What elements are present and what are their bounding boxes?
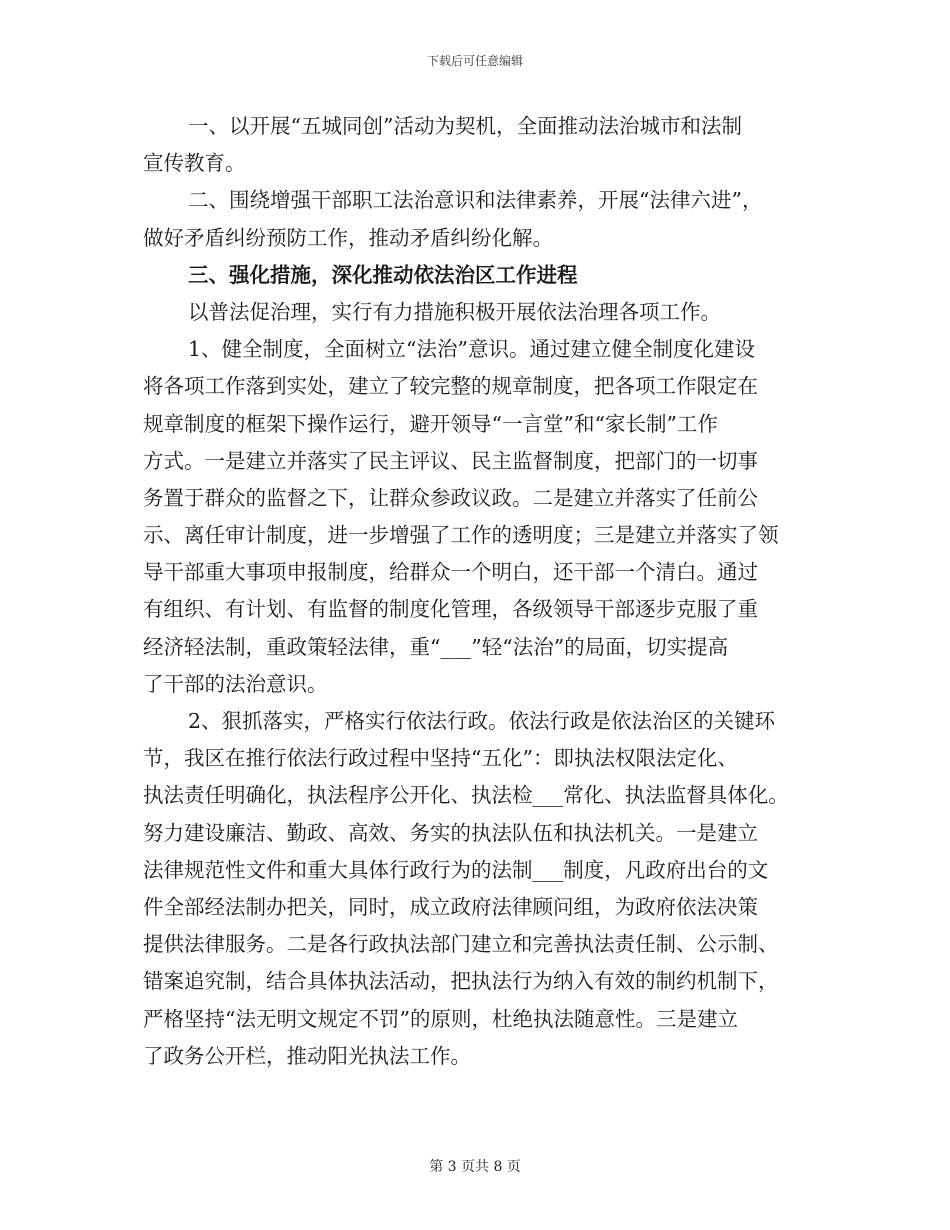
text-line: 规章制度的框架下操作运行，避开领导“一言堂”和“家长制”工作 [143,411,718,436]
text-line: 二、围绕增强干部职工法治意识和法律素养，开展“法律六进”， [188,188,763,213]
text-line: 法律规范性文件和重大具体行政行为的法制___制度，凡政府出台的文 [143,857,769,882]
text-line: 经济轻法制，重政策轻法律，重“___”轻“法治”的局面，切实提高 [143,634,729,659]
text-line: 宣传教育。 [143,151,246,176]
text-line: 示、离任审计制度，进一步增强了工作的透明度；三是建立并落实了领 [143,523,779,548]
text-line: 一、以开展“五城同创”活动为契机，全面推动法治城市和法制 [188,114,742,138]
text-line: 严格坚持“法无明文规定不罚”的原则，杜绝执法随意性。三是建立 [143,1006,738,1031]
text-line: 件全部经法制办把关，同时，成立政府法律顾问组，为政府依法决策 [143,894,758,919]
text-line: 节，我区在推行依法行政过程中坚持“五化”：即执法权限法定化、 [143,746,738,771]
text-line: 提供法律服务。二是各行政执法部门建立和完善执法责任制、公示制、 [143,932,779,957]
page-header: 下载后可任意编辑 [426,54,523,68]
text-line: 1、健全制度，全面树立“法治”意识。通过建立健全制度化建设 [188,337,756,362]
text-line: 将各项工作落到实处，建立了较完整的规章制度，把各项工作限定在 [143,374,758,399]
text-line: 有组织、有计划、有监督的制度化管理，各级领导干部逐步克服了重 [143,597,758,622]
text-line: 做好矛盾纠纷预防工作，推动矛盾纠纷化解。 [143,225,553,250]
document-body [143,108,823,1075]
text-line: 了政务公开栏，推动阳光执法工作。 [143,1043,471,1068]
text-line: 务置于群众的监督之下，让群众参政议政。二是建立并落实了任前公 [143,485,758,510]
text-line: 努力建设廉洁、勤政、高效、务实的执法队伍和执法机关。一是建立 [143,820,758,845]
text-line: 了干部的法治意识。 [143,671,328,696]
page-footer: 第 3 页共 8 页 [429,1159,521,1175]
text-line: 执法责任明确化，执法程序公开化、执法检___常化、执法监督具体化。 [143,783,789,808]
section-heading: 三、强化措施，深化推动依法治区工作进程 [188,262,578,287]
text-line: 导干部重大事项申报制度，给群众一个明白，还干部一个清白。通过 [143,560,758,585]
text-line: 2、狠抓落实，严格实行依法行政。依法行政是依法治区的关键环 [188,709,776,733]
text-line: 方式。一是建立并落实了民主评议、民主监督制度，把部门的一切事 [143,448,758,473]
text-line: 错案追究制，结合具体执法活动，把执法行为纳入有效的制约机制下， [143,969,779,994]
text-line: 以普法促治理，实行有力措施积极开展依法治理各项工作。 [188,299,721,324]
